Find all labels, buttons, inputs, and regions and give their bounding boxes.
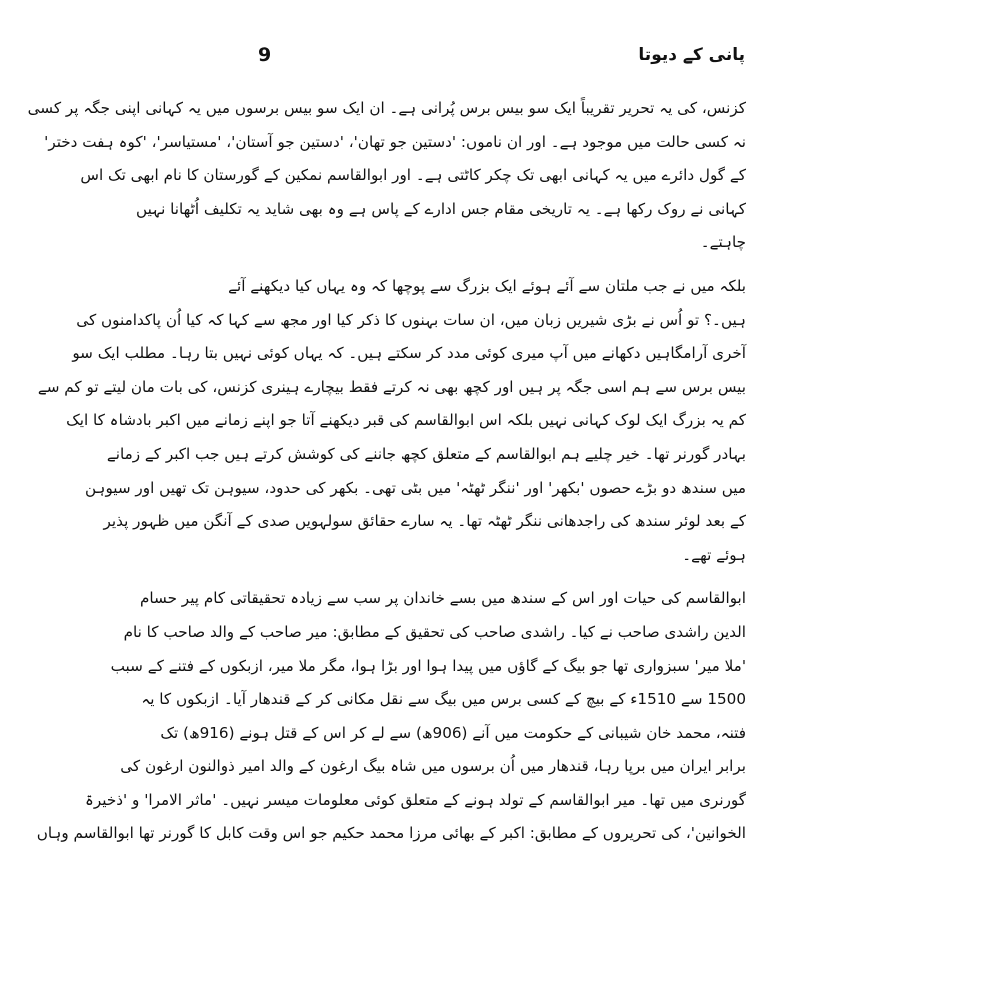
- text-line: آخری آرامگاہیں دکھانے میں آپ میری کوئی مدد کر سکتے ہیں۔ کہ یہاں کوئی نہیں بتا رہا۔ مطلب ایک سو: [72, 344, 746, 363]
- text-line: چاہتے۔: [700, 233, 746, 252]
- text-line: الخوانین'، کی تحریروں کے مطابق: اکبر کے بھائی مرزا محمد حکیم جو اس وقت کابل کا گورنر تھا ابوالقاسم وہاں: [36, 824, 746, 843]
- text-line: برابر ایران میں برپا رہا، قندھار میں اُن برسوں میں شاہ بیگ ارغون کے والد امیر ذوالنون ارغون کی: [120, 757, 746, 776]
- text-line: 'ملا میر' سبزواری تھا جو بیگ کے گاؤں میں پیدا ہوا اور بڑا ہوا، مگر ملا میر، ازبکوں کے فتنے کے سبب: [110, 656, 746, 675]
- text-line: بہادر گورنر تھا۔ خیر چلیے ہم ابوالقاسم کے متعلق کچھ جاننے کی کوشش کرتے ہیں جب اکبر کے زمانے: [106, 444, 746, 463]
- text-line: میں سندھ دو بڑے حصوں 'بکھر' اور 'ننگر ٹھٹہ' میں بٹی تھی۔ بکھر کی حدود، سیوہن تک تھیں اور سیوہن: [84, 478, 746, 497]
- text-line: کے بعد لوئر سندھ کی راجدھانی ننگر ٹھٹہ تھا۔ یہ سارے حقائق سولہویں صدی کے آنگن میں ظہور پذیر: [103, 512, 746, 531]
- text-line: کہانی نے روک رکھا ہے۔ یہ تاریخی مقام جس ادارے کے پاس ہے وہ بھی شاید یہ تکلیف اُٹھانا نہیں: [136, 199, 746, 218]
- text-line: کزنس، کی یہ تحریر تقریباً ایک سو بیس برس پُرانی ہے۔ ان ایک سو بیس برسوں میں یہ کہانی اپنی جگہ پر کسی: [27, 99, 746, 117]
- text-line: بیس برس سے ہم اسی جگہ پر ہیں اور کچھ بھی نہ کرتے فقط بیچارے ہینری کزنس، کی بات مان لیتے تو کم سے: [37, 377, 746, 396]
- text-line: کم یہ بزرگ ایک لوک کہانی نہیں بلکہ اس ابوالقاسم کی قبر دیکھنے آتا جو اپنے زمانے میں اکبر بادشاہ کا ایک: [66, 411, 746, 430]
- text-line: ابوالقاسم کی حیات اور اس کے سندھ میں بسے خاندان پر سب سے زیادہ تحقیقاتی کام پیر حسام: [140, 589, 746, 608]
- text-line: گورنری میں تھا۔ میر ابوالقاسم کے تولد ہونے کے متعلق کوئی معلومات میسر نہیں۔ 'ماثر الامرا' و 'ذخیرۃ: [85, 790, 746, 809]
- text-line: ہوئے تھے۔: [682, 545, 746, 564]
- paragraph-3: [36, 582, 746, 851]
- text-line: نہ کسی حالت میں موجود ہے۔ اور ان ناموں: 'دستین جو تھان'، 'دستین جو آستان'، 'مستیاسر'، 'کوہ ہفت دختر': [44, 132, 746, 151]
- running-header-title: پانی کے دیوتا: [638, 45, 745, 65]
- text-line: بلکہ میں نے جب ملتان سے آئے ہوئے ایک بزرگ سے پوچھا کہ وہ یہاں کیا دیکھنے آئے: [228, 276, 746, 295]
- text-line: کے گول دائرے میں یہ کہانی ابھی تک چکر کاٹتی ہے۔ اور ابوالقاسم نمکین کے گورستان کا نام ابھی تک اس: [80, 166, 746, 185]
- paragraph-2: [37, 270, 746, 572]
- page-number: 9: [258, 44, 272, 66]
- text-line: الدین راشدی صاحب نے کیا۔ راشدی صاحب کی تحقیق کے مطابق: میر صاحب کے والد صاحب کا نام: [123, 622, 746, 641]
- paragraph-1: [27, 92, 746, 260]
- body-text: [27, 92, 746, 851]
- text-line: ہیں۔؟ تو اُس نے بڑی شیریں زبان میں، ان سات بہنوں کا ذکر کیا اور مجھ سے کہا کہ کیا اُن پاکدامنوں کی: [76, 310, 746, 329]
- text-line: فتنہ، محمد خان شیبانی کے حکومت میں آنے (906ھ) سے لے کر اس کے قتل ہونے (916ھ) تک: [160, 723, 746, 742]
- text-line: 1500 سے 1510ء کے بیچ کے کسی برس میں بیگ سے نقل مکانی کر کے قندھار آیا۔ ازبکوں کا یہ: [141, 690, 746, 709]
